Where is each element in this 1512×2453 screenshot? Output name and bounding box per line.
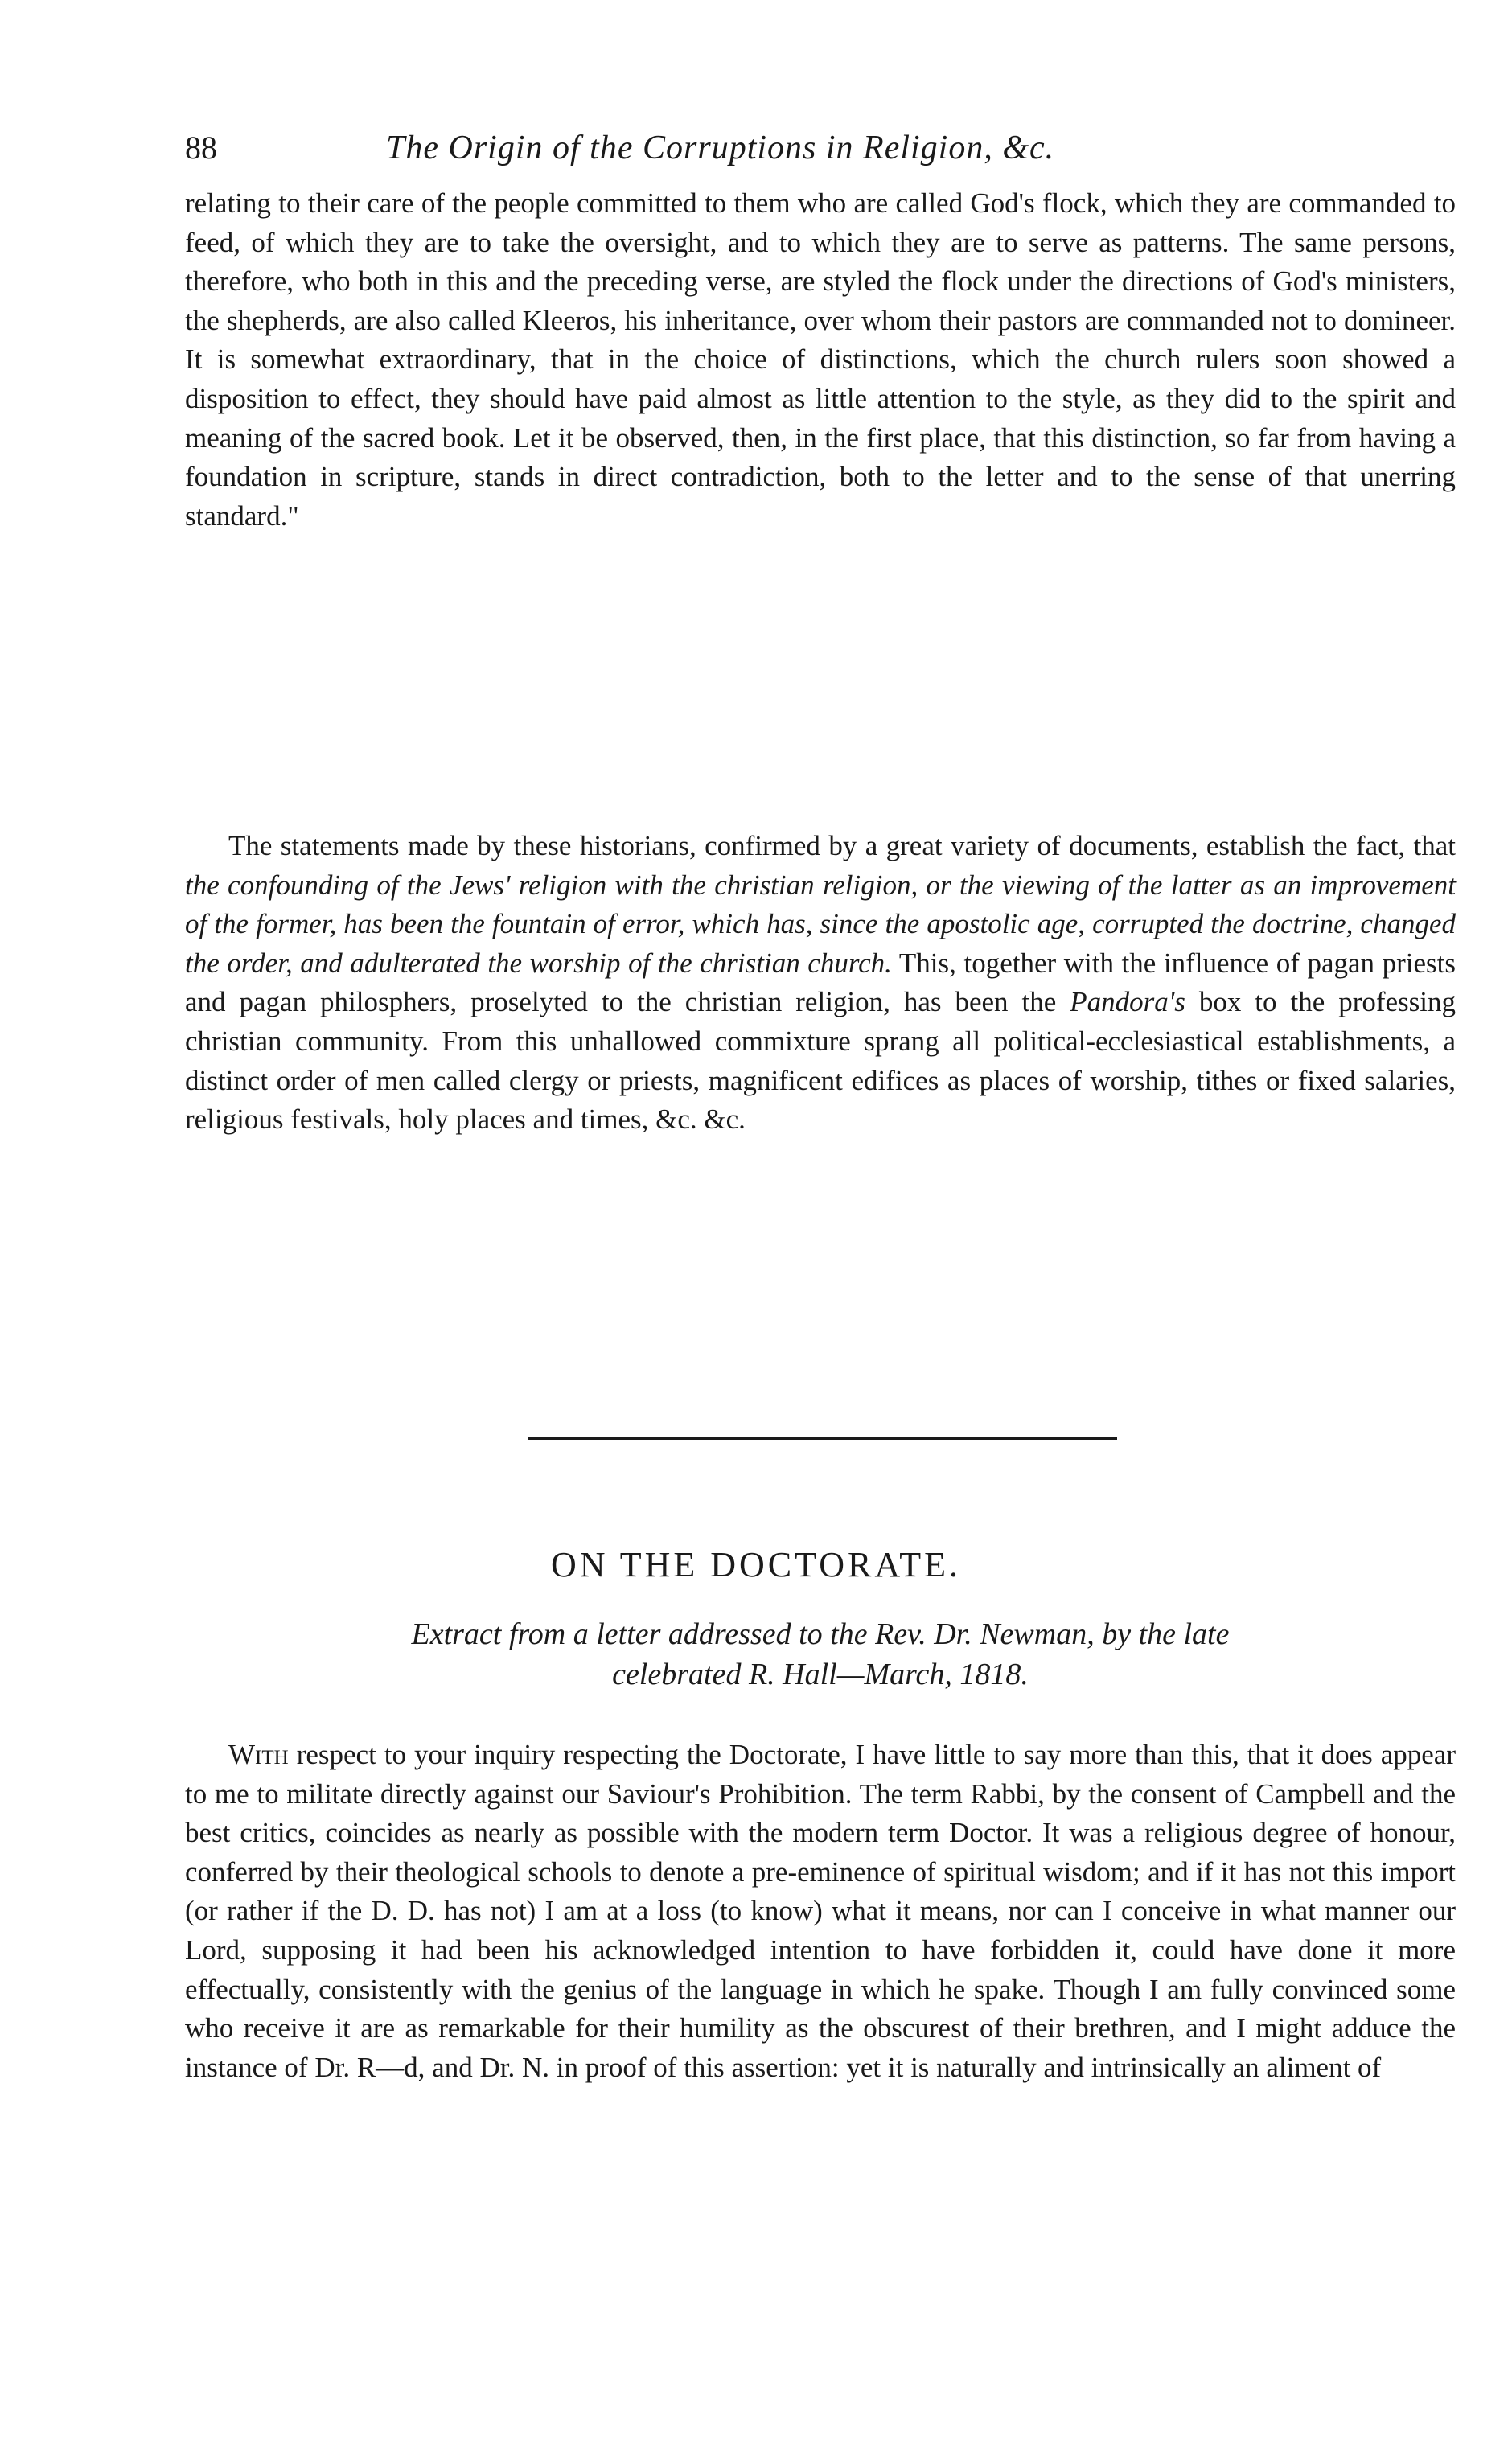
paragraph-body [185, 827, 1456, 1140]
extract-caption [185, 1614, 1456, 1695]
paragraph-body [185, 1736, 1456, 2087]
paragraph-doctorate [185, 1736, 1456, 2087]
extract-line-2: celebrated R. Hall—March, 1818. [612, 1658, 1029, 1691]
pandora-word: Pandora's [1070, 986, 1185, 1018]
page-header [185, 129, 1335, 177]
paragraph-text: relating to their care of the people committed to them who are called God's flock, which they are commanded to feed, of which they are to take the oversight, and to which they are to serve as patterns. The same persons, therefore, who both in this and the preceding verse, are styled the flock under the directions of God's ministers, the shepherds, are also called Kleeros, his inheritance, over whom their pastors are commanded not to domineer. It is somewhat extraordinary, that in the choice of distinctions, which the church rulers soon showed a disposition to effect, they should have paid almost as little attention to the style, as they did to the spirit and meaning of the sacred book. Let it be observed, then, in the first place, that this distinction, so far from having a foundation in scripture, stands in direct contradiction, both to the letter and to the sense of that unerring standard." [185, 187, 1456, 532]
paragraph-tail: box to the professing christian community. From this unhallowed commixture sprang all political-ecclesiastical establishments, a distinct order of men called clergy or priests, magnificent edifices as places of worship, tithes or fixed salaries, religious festivals, holy places and times, &c. &c. [185, 986, 1457, 1136]
page-number: 88 [185, 129, 217, 166]
paragraph-statements [185, 827, 1456, 1140]
opening-word: With [228, 1739, 289, 1770]
paragraph-continued [185, 184, 1456, 536]
paragraph-text: respect to your inquiry respecting the Doctorate, I have little to say more than this, that it does appear to me to militate directly against our Saviour's Prohibition. The term Rabbi, by the consent of Campbell and the best critics, coincides as nearly as possible with the modern term Doctor. It was a religious degree of honour, conferred by their theological schools to denote a pre-eminence of spiritual wisdom; and if it has not this import (or rather if the D. D. has not) I am at a loss (to know) what it means, nor can I conceive in what manner our Lord, supposing it had been his acknowledged intention to have forbidden it, could have done it more effectually, consistently with the genius of the language in which he spake. Though I am fully convinced some who receive it are as remarkable for their humility as the obscurest of their brethren, and I might adduce the instance of Dr. R—d, and Dr. N. in proof of this assertion: yet it is naturally and intrinsically an aliment of [185, 1739, 1456, 2083]
running-title: The Origin of the Corruptions in Religion, &c. [386, 129, 1055, 166]
section-divider [528, 1437, 1117, 1440]
paragraph-middle: This, together with the influence of pagan priests and pagan philosphers, proselyted to the christian religion, has been the [185, 947, 1456, 1018]
paragraph-lead: The statements made by these historians, confirmed by a great variety of documents, establish the fact, that [228, 830, 1456, 861]
section-title: ON THE DOCTORATE. [550, 1545, 962, 1584]
extract-line-1: Extract from a letter addressed to the Rev. Dr. Newman, by the late [411, 1617, 1230, 1651]
italic-passage: the confounding of the Jews' religion with the christian religion, or the viewing of the latter as an improvement of the former, has been the fountain of error, which has, since the apostolic age, corrupted the doctrine, changed the order, and adulterated the worship of the christian church. [185, 869, 1456, 979]
